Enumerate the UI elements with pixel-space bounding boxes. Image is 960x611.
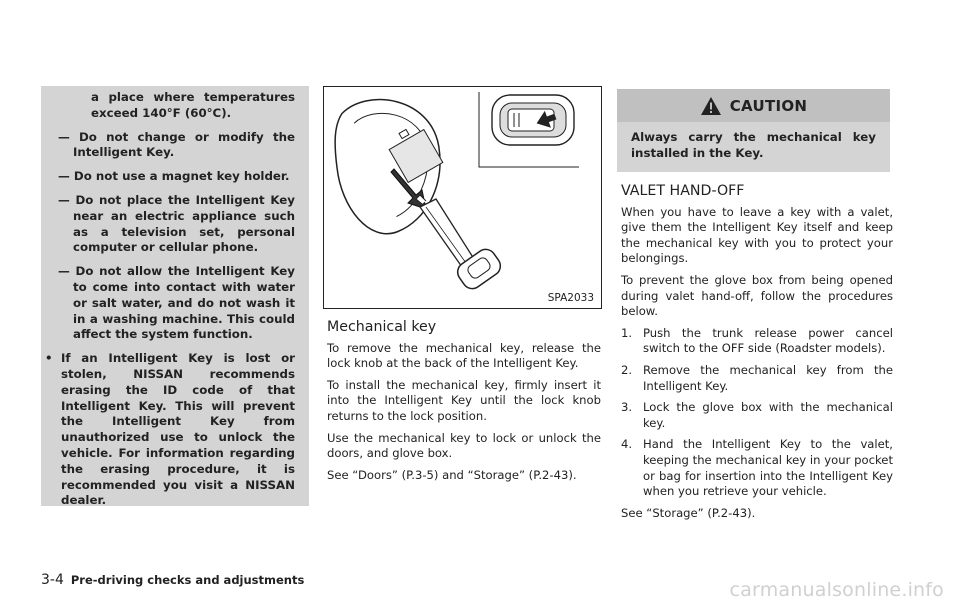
lock-knob-inset (492, 95, 574, 145)
section-title: VALET HAND-OFF (621, 183, 745, 199)
caution-title: CAUTION (729, 96, 808, 115)
cross-reference: See “Storage” (P.2-43). (621, 505, 756, 520)
paragraph: To prevent the glove box from being opened during valet hand-off, follow the procedures below. (621, 272, 893, 319)
cross-reference: See “Doors” (P.3-5) and “Storage” (P.2-43). (327, 467, 577, 482)
bullet-icon: • (45, 351, 53, 366)
intelligent-key-illustration (324, 87, 603, 310)
page-footer (41, 572, 304, 588)
section-title: Mechanical key (327, 319, 437, 335)
step-text: Hand the Intelligent Key to the valet, keeping the mechanical key in your pocket or bag for insertion into the Intelligent Key when you retrieve your vehicle. (643, 437, 893, 499)
step-text: Lock the glove box with the mechanical key. (643, 400, 893, 430)
chapter-title: Pre-driving checks and adjustments (70, 573, 305, 587)
caution-box (617, 89, 890, 172)
step-item (621, 326, 893, 357)
mechanical-key (416, 195, 504, 293)
warning-continuation-box (41, 86, 309, 506)
continuation-text: a place where temperatures exceed 140°F (60°C). (91, 90, 295, 120)
caution-header (617, 89, 890, 122)
caution-body: Always carry the mechanical key installed in the Key. (631, 130, 876, 160)
paragraph: To remove the mechanical key, release the lock knob at the back of the Intelligent Key. (327, 340, 601, 371)
dash-item: — Do not change or modify the Intelligent Key. (58, 129, 295, 160)
step-number: 2. (621, 362, 633, 377)
paragraph: Use the mechanical key to lock or unlock the doors, and glove box. (327, 430, 601, 461)
step-number: 1. (621, 325, 633, 340)
bullet-item (45, 351, 295, 509)
paragraph: To install the mechanical key, firmly insert it into the Intelligent Key until the lock knob returns to the lock position. (327, 377, 601, 423)
key-figure (323, 86, 602, 309)
step-item (621, 363, 893, 394)
dash-item: — Do not place the Intelligent Key near an electric appliance such as a television set, personal computer or cellular phone. (58, 192, 295, 255)
warning-triangle-icon (700, 96, 722, 116)
page-number: 3-4 (41, 572, 64, 588)
figure-label: SPA2033 (547, 292, 594, 304)
step-text: Remove the mechanical key from the Intelligent Key. (643, 362, 893, 393)
paragraph: When you have to leave a key with a valet, give them the Intelligent Key itself and keep the mechanical key with you to protect your belongings. (621, 204, 893, 266)
step-number: 3. (621, 400, 633, 415)
dash-item: — Do not allow the Intelligent Key to come into contact with water or salt water, and do not wash it in a washing machine. This could affect the system function. (58, 264, 295, 342)
step-text: Push the trunk release power cancel switch to the OFF side (Roadster models). (643, 325, 893, 356)
step-item (621, 437, 893, 499)
mechanical-key-section (327, 320, 601, 489)
watermark: carmanualsonline.info (729, 579, 944, 601)
bullet-text: If an Intelligent Key is lost or stolen, NISSAN recommends erasing the ID code of that Intelligent Key. This will prevent the Intelligent Key from unauthorized use to unlock the vehicle. For information regarding the erasing procedure, it is recommended you visit a NISSAN dealer. (61, 351, 295, 508)
step-number: 4. (621, 437, 633, 452)
step-item (621, 400, 893, 431)
dash-item: — Do not use a magnet key holder. (58, 169, 290, 184)
valet-hand-off-section (621, 184, 893, 527)
